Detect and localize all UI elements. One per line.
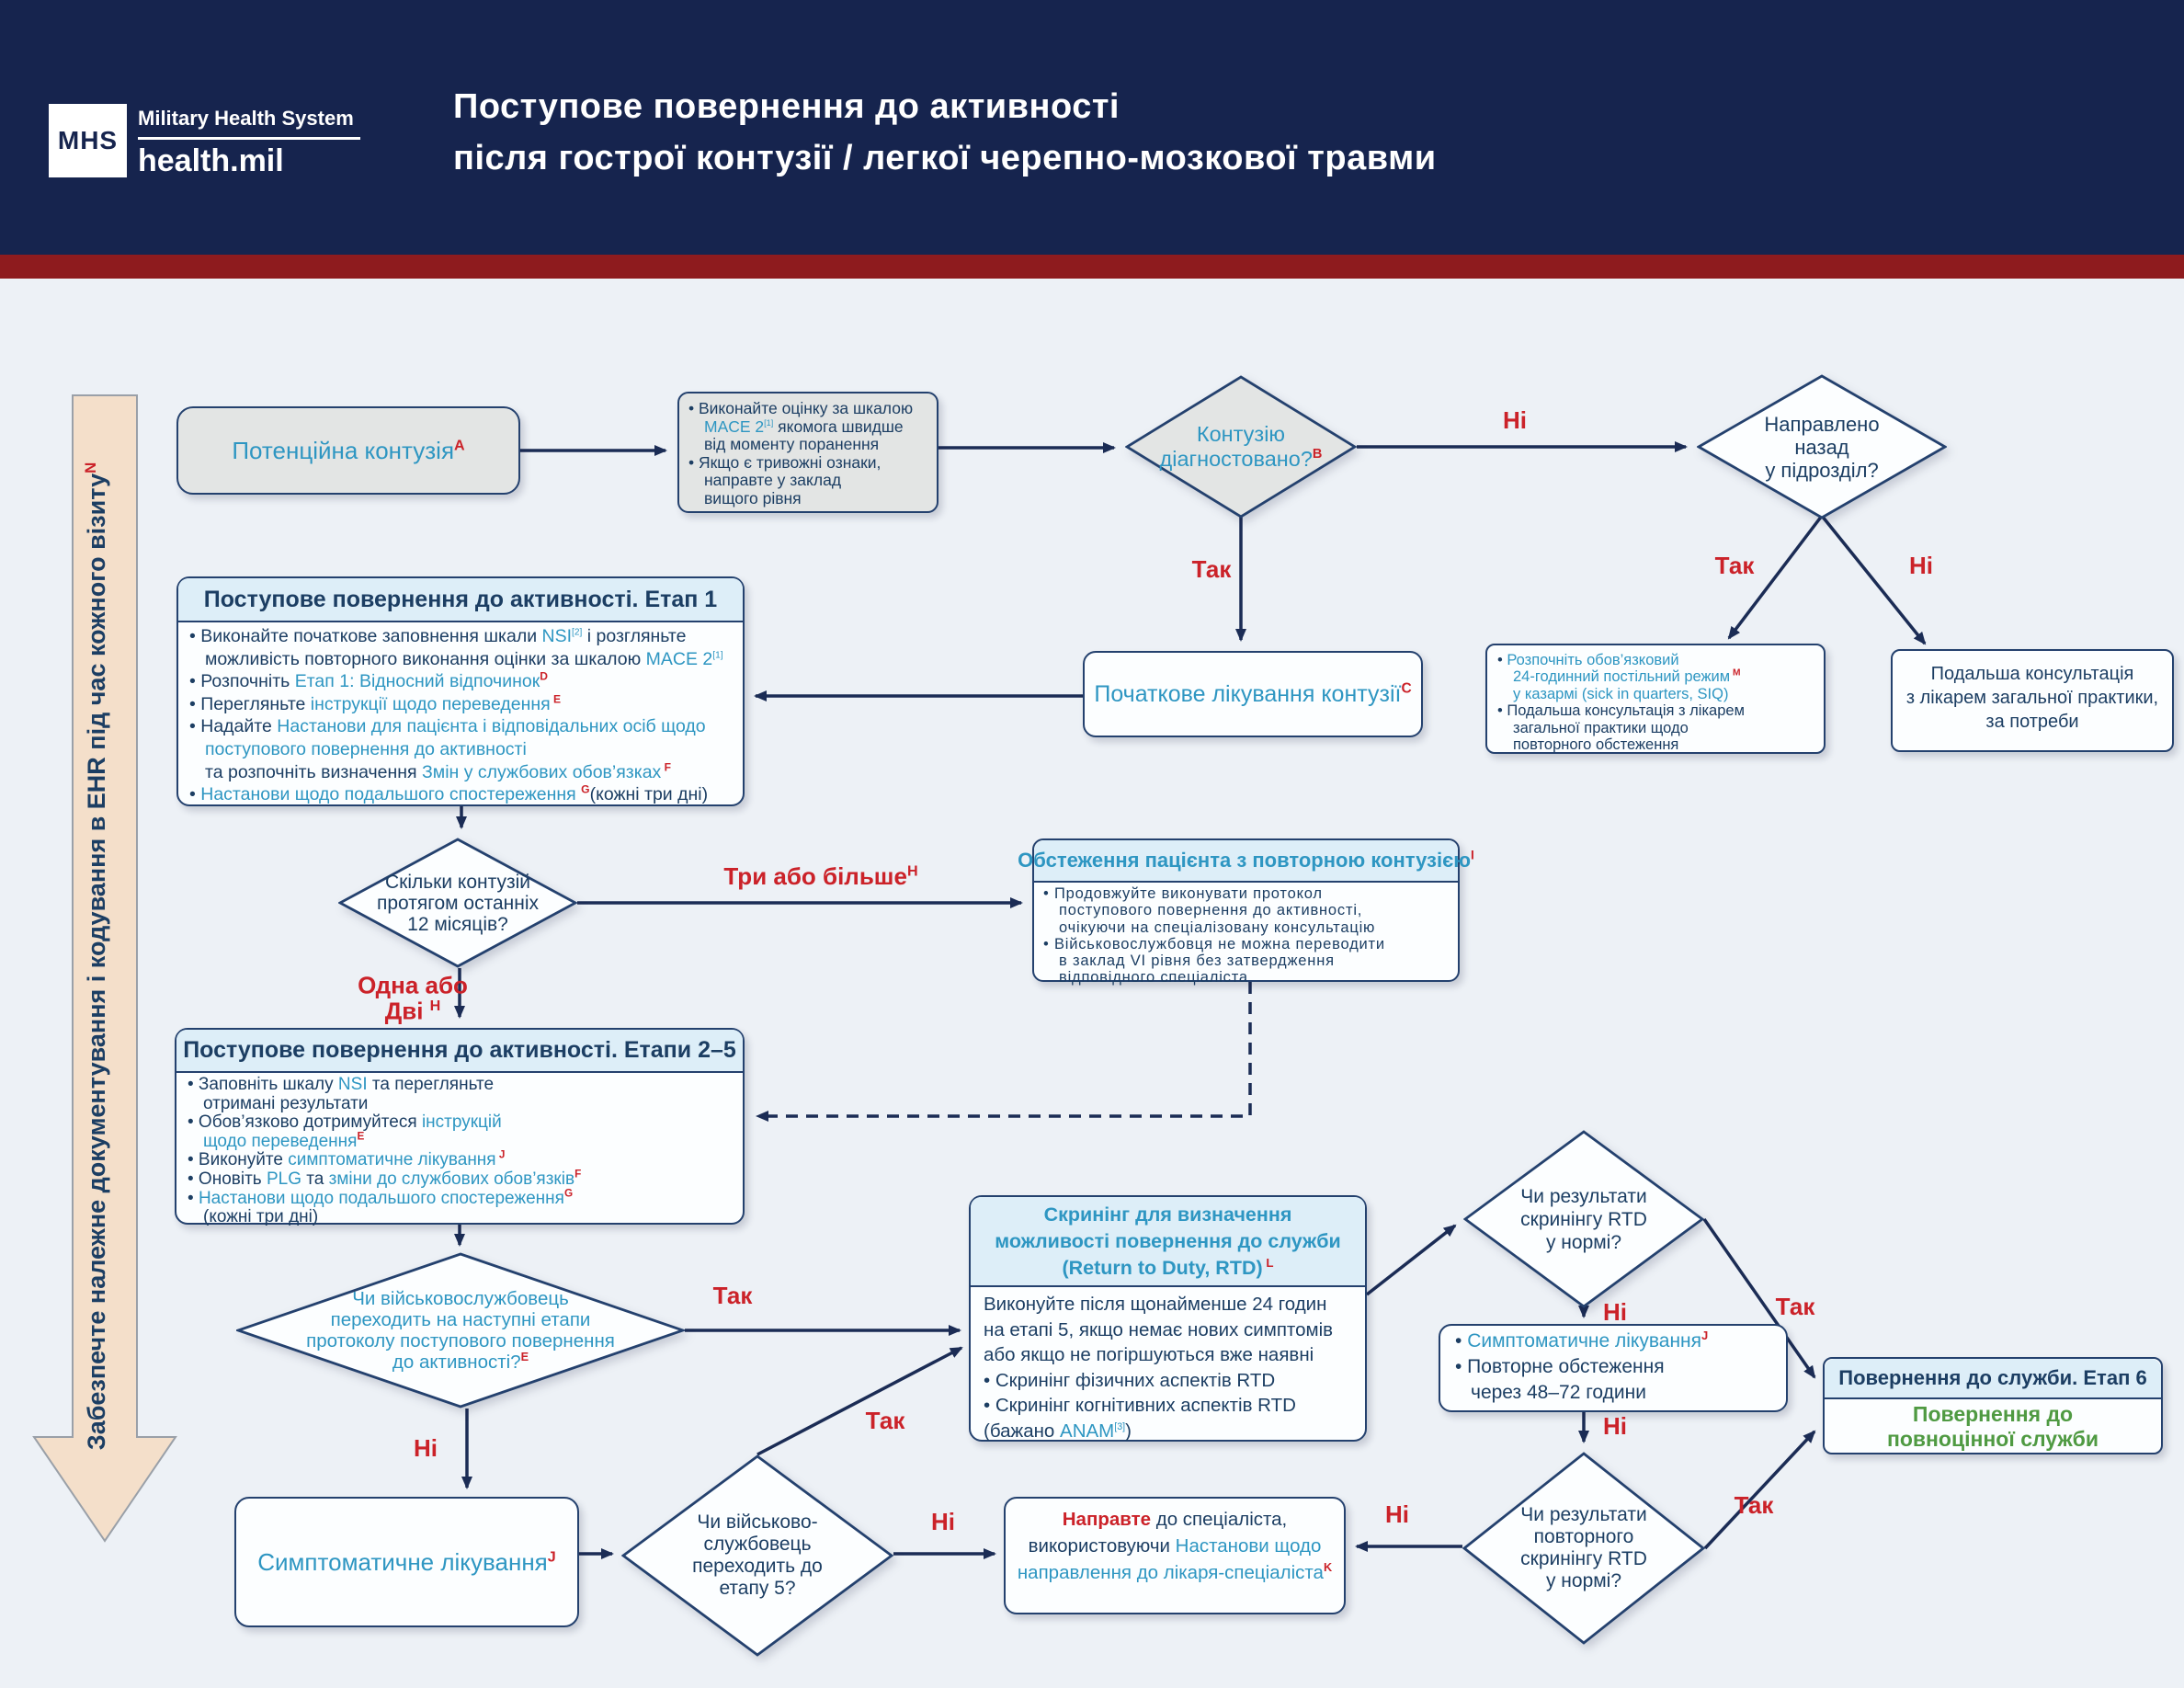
page-title-line1: Поступове повернення до активності (453, 87, 1120, 126)
label-yes-progress: Так (712, 1282, 753, 1310)
label-yes-rtd1: Так (1775, 1293, 1815, 1321)
decision-repeat-rtd-results (1462, 1452, 1705, 1645)
label-yes-stage5: Так (865, 1407, 905, 1435)
label-yes-returned: Так (1714, 552, 1755, 580)
node-gp-consultation-text: Подальша консультація з лікарем загальної практики, за потреби (1905, 664, 2159, 732)
decision-returned-to-unit-label: Направлено назад у підрозділ? (1764, 412, 1880, 482)
node-gp-consultation (1891, 649, 2174, 752)
decision-advance-stage5 (621, 1454, 893, 1657)
label-no-progress: Ні (414, 1434, 438, 1463)
decision-repeat-rtd-results-label: Чи результати повторного скринінгу RTD у нормі? (1520, 1504, 1647, 1591)
side-arrow-text: Забезпечте належне документування і кодування в EHR під час кожного візиту$^N$ (82, 462, 110, 1451)
node-stage2-5-header: Поступове повернення до активності. Етапи 2–5 (176, 1030, 743, 1073)
label-no-reexam: Ні (1603, 1412, 1627, 1441)
node-stage6-text: Повернення до повноцінної служби (1886, 1402, 2099, 1451)
label-no-rtd1: Ні (1603, 1298, 1627, 1327)
node-potential-concussion (176, 406, 520, 495)
mhs-logo-abbr: MHS (57, 126, 119, 154)
decision-rtd-results-label: Чи результати скринінгу RTD у нормі? (1520, 1185, 1647, 1253)
label-yes-diagnosed: Так (1191, 555, 1232, 584)
decision-concussion-count (338, 838, 577, 968)
node-stage2-5 (175, 1028, 745, 1225)
node-specialist-referral-text: Направте до спеціаліста, використовуючи Настанови щодо направлення до лікаря-спеціаліста$^K$ (1017, 1509, 1333, 1583)
label-no-diagnosed: Ні (1503, 406, 1527, 435)
node-symptomatic-reexam-text: • Симптоматичне лікування$^J$ • Повторне обстеження через 48–72 години (1455, 1329, 1709, 1403)
node-initial-treatment (1083, 651, 1423, 737)
decision-concussion-diagnosed (1125, 375, 1357, 519)
node-rtd-screening (969, 1195, 1367, 1442)
node-siq-rest-text: • Розпочніть обов’язковий 24-годинний постільний режим $^M$ у казармі (sick in quarters, SIQ) • Подальша консультація з лікарем загальної практики щодо повторного обстеження (1497, 652, 1745, 754)
node-mace-assessment-text: • Виконайте оцінку за шкалою MACE 2[1] якомога швидше від моменту поранення • Якщо є тривожні ознаки, направте у заклад вищого рівня (688, 399, 914, 508)
node-stage6-return-to-duty (1823, 1357, 2163, 1454)
node-initial-treatment-label: Початкове лікування контузії$^C$ (1094, 680, 1412, 707)
decision-advance-stage5-label: Чи військово- службовець переходить до етапу 5? (692, 1511, 823, 1599)
decision-returned-to-unit (1697, 374, 1947, 519)
node-stage1 (176, 576, 745, 806)
label-no-returned: Ні (1909, 552, 1933, 580)
label-one-or-two: Одна або Дві $^H$ (358, 971, 468, 1024)
node-rtd-screening-text: Виконуйте після щонайменше 24 годин на етапі 5, якщо немає нових симптомів або якщо не погіршуються вже наявні • Скринінг фізичних аспектів RTD • Скринінг когнітивних аспектів RTD (бажано ANAM[3]) (984, 1294, 1334, 1442)
node-repeat-concussion-text: • Продовжуйте виконувати протокол поступового повернення до активності, очікуючи на спеціалізовану консультацію • Військовослужбовця не можна переводити в заклад VI рівня без затвердження відповідного спеціаліста (1043, 885, 1385, 987)
node-stage1-text: • Виконайте початкове заповнення шкали NSI[2] і розгляньте можливість повторного виконання оцінки за шкалою MACE 2[1] • Розпочніть Етап 1: Відносний відпочинок$^D$ • Перегляньте інструкції щодо переведення $^E$ • Надайте Настанови для пацієнта і відповідальних осіб щодо поступового повернення до активності та розпочніть визначення Змін у службових обов’язках $^F$ • Настанови щодо подальшого спостереження $^G$(кожні три дні) (189, 626, 723, 805)
decision-concussion-diagnosed-label: Контузію діагностовано?$^B$ (1159, 422, 1323, 471)
node-mace-assessment (677, 392, 938, 513)
node-repeat-concussion-header: Обстеження пацієнта з повторною контузією$^I$ (1034, 840, 1458, 883)
decision-progressing-stages-label: Чи військовослужбовець переходить на наступні етапи протоколу поступового повернення до активності?$^E$ (306, 1288, 615, 1373)
logo-site: health.mil (138, 143, 284, 178)
label-yes-rtd2: Так (1734, 1491, 1774, 1520)
node-siq-rest (1485, 644, 1826, 754)
node-repeat-concussion (1018, 838, 1474, 987)
node-symptomatic-treatment-label: Симптоматичне лікування$^J$ (257, 1547, 556, 1576)
node-rtd-screening-header: Скринінг для визначення можливості повернення до служби (Return to Duty, RTD) $^L$ (971, 1197, 1365, 1287)
node-symptomatic-reexam (1439, 1324, 1788, 1412)
node-potential-concussion-label: Потенційна контузія$^A$ (232, 436, 465, 464)
node-stage1-header: Поступове повернення до активності. Етап 1 (178, 578, 743, 622)
decision-concussion-count-label: Скільки контузій протягом останніх 12 місяців? (376, 871, 539, 935)
label-no-stage5: Ні (931, 1508, 955, 1536)
page-title-line2: після гострої контузії / легкої черепно-мозкової травми (453, 139, 1437, 177)
decision-progressing-stages (236, 1252, 685, 1409)
node-stage6-header: Повернення до служби. Етап 6 (1825, 1359, 2161, 1399)
node-stage2-5-text: • Заповніть шкалу NSI та перегляньте отримані результати • Обов’язково дотримуйтеся інструкцій щодо переведення$^E$ • Виконуйте симптоматичне лікування $^J$ • Оновіть PLG та зміни до службових обов’язків$^F$ • Настанови щодо подальшого спостереження$^G$ (кожні три дні) (188, 1075, 582, 1227)
node-symptomatic-treatment (234, 1497, 579, 1627)
label-three-or-more: Три або більше$^H$ (723, 862, 918, 891)
decision-rtd-results (1463, 1130, 1704, 1308)
label-no-rtd2: Ні (1385, 1500, 1409, 1529)
logo-title: Military Health System (138, 107, 354, 130)
node-specialist-referral (1004, 1497, 1346, 1614)
